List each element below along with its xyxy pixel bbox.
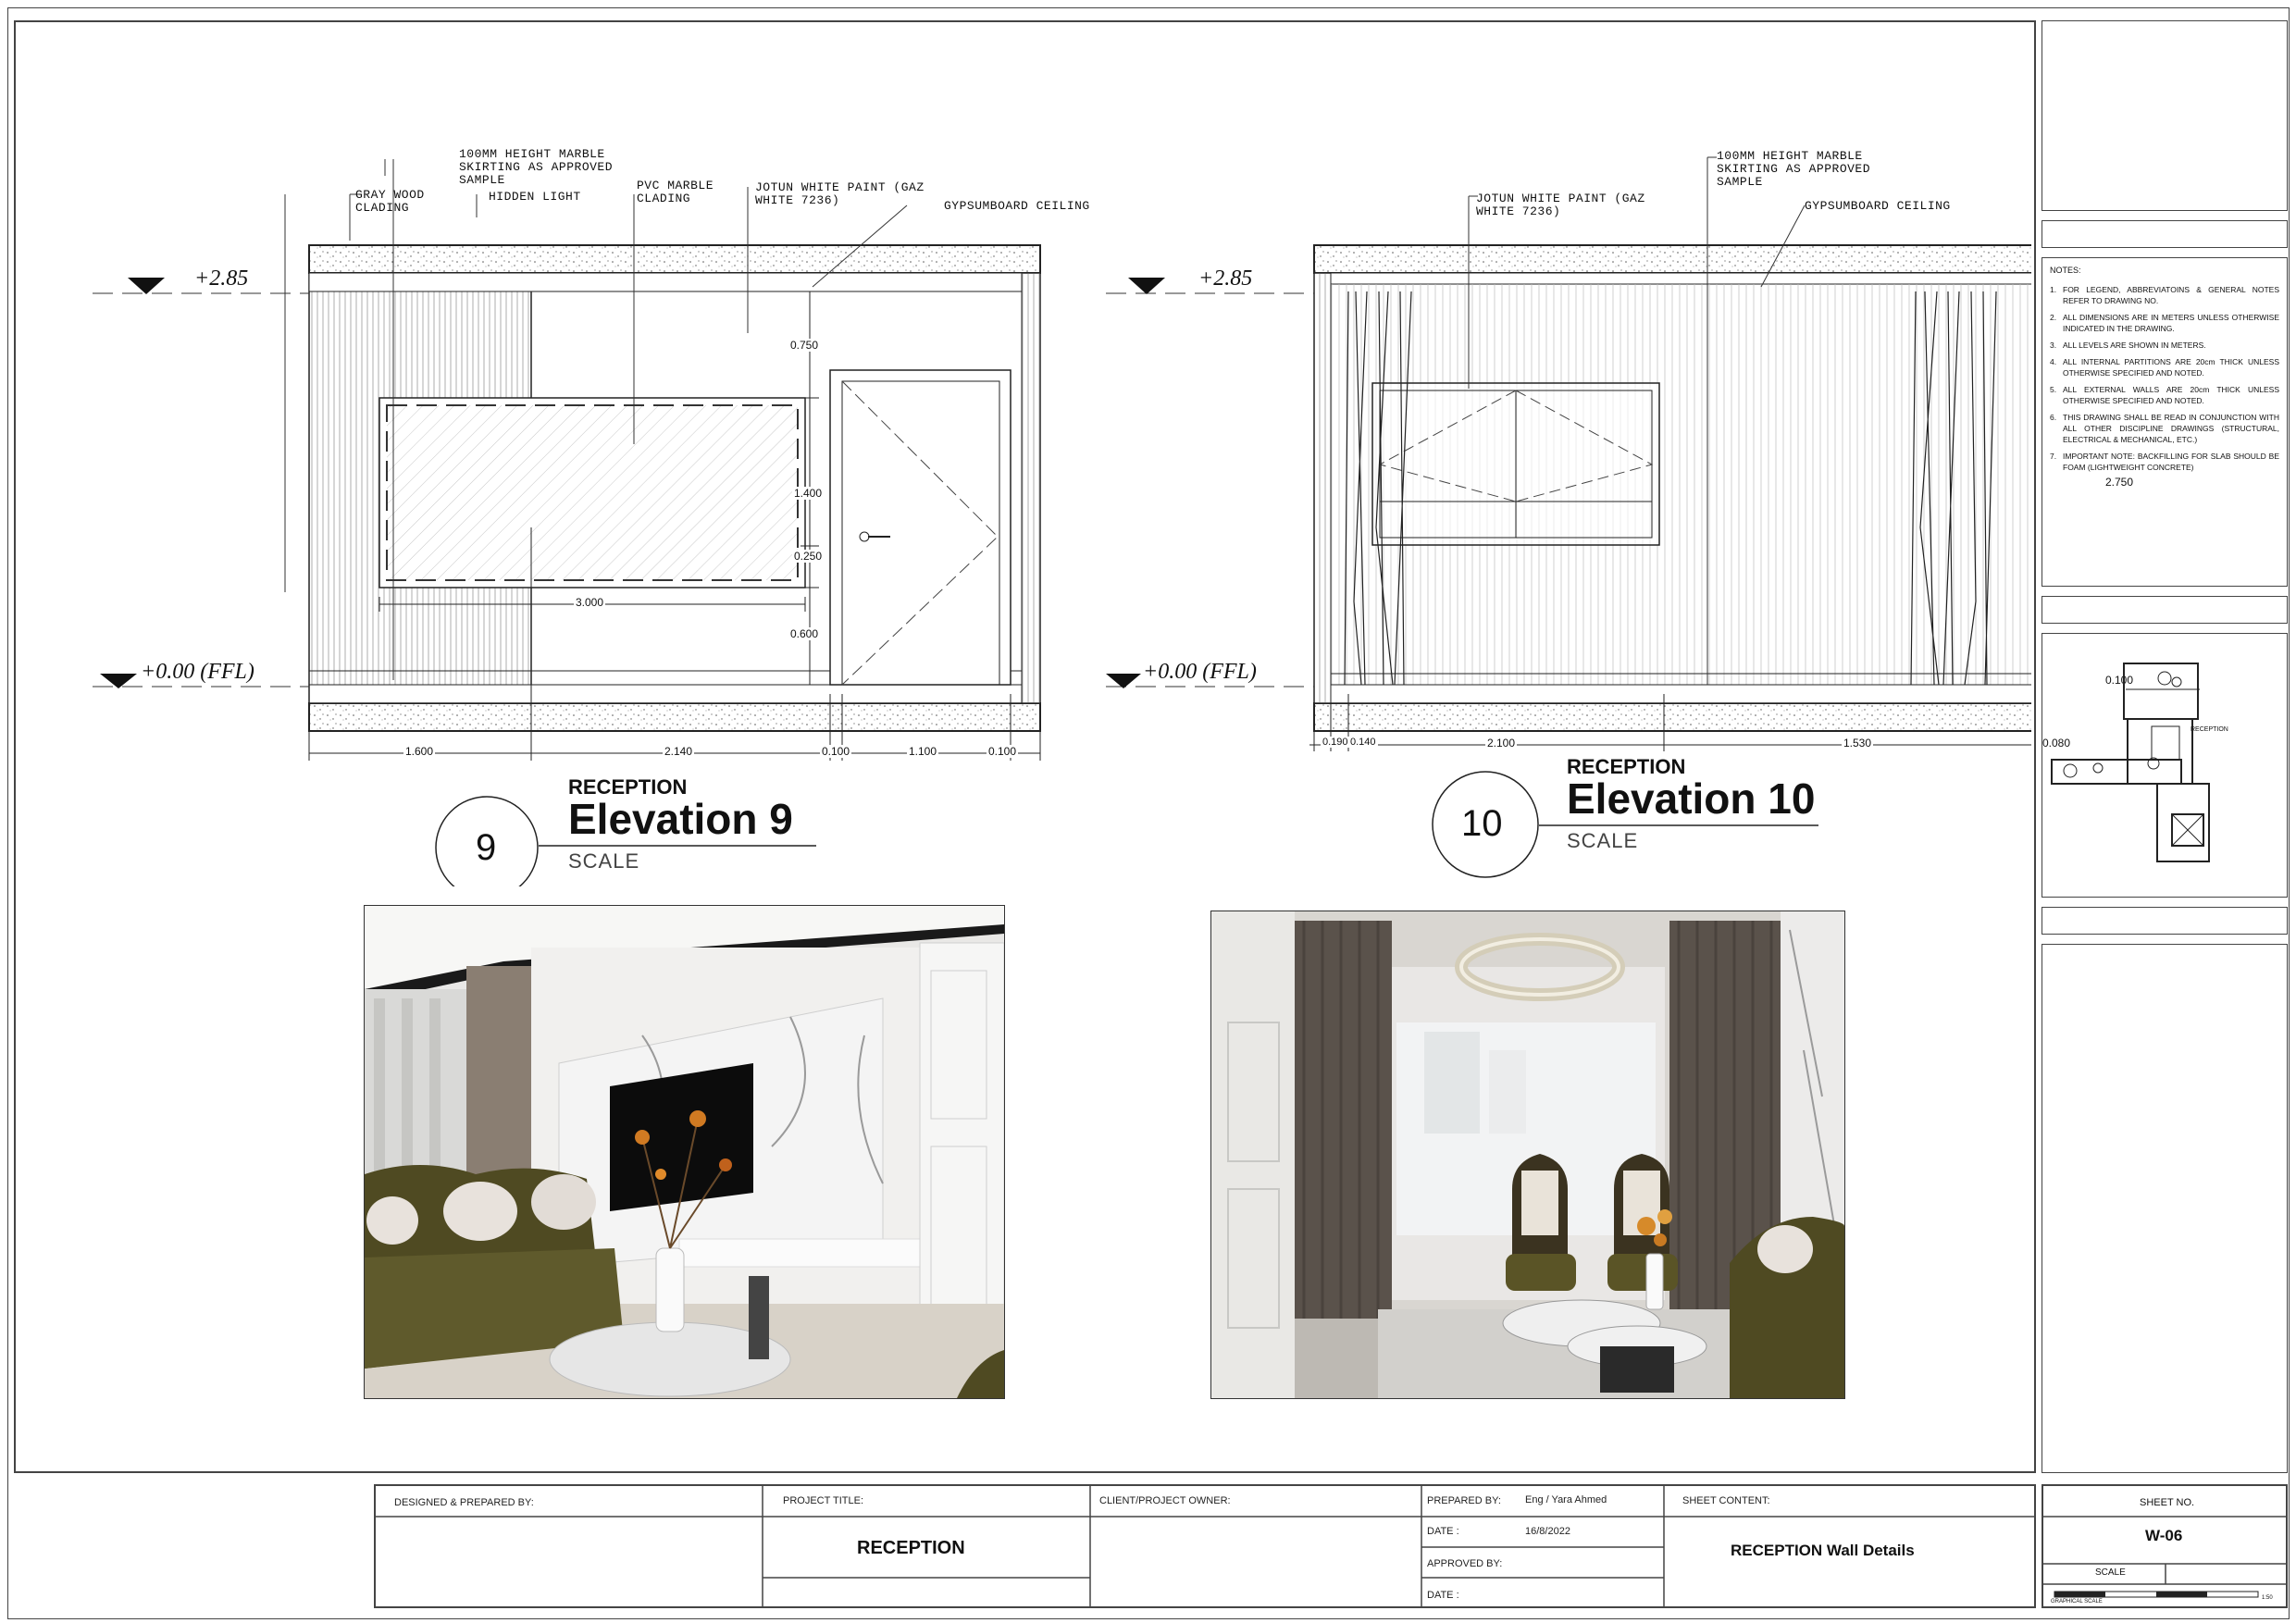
note-item: [2050, 412, 2279, 445]
note-text: FOR LEGEND, ABBREVIATOINS & GENERAL NOTES REFER TO DRAWING NO.: [2063, 285, 2279, 305]
dim-bottom-2140: 2.140: [664, 745, 693, 758]
elevation-9-scale: SCALE: [568, 849, 640, 873]
sidebar-blank-top: [2042, 20, 2288, 211]
note-item: [2050, 340, 2279, 351]
elevation-9-title: Elevation 9: [568, 795, 793, 843]
dim-2750: 2.750: [2105, 476, 2134, 489]
dim-bottom-1600: 1.600: [405, 745, 434, 758]
dim-bottom-0190: 0.190: [1322, 737, 1348, 748]
prepared-by-value: Eng / Yara Ahmed: [1525, 1494, 1607, 1505]
elevation-10-level-top: +2.85: [1198, 266, 1253, 291]
note-text: ALL DIMENSIONS ARE IN METERS UNLESS OTHERWISE INDICATED IN THE DRAWING.: [2063, 313, 2279, 333]
dim-bottom-2100: 2.100: [1487, 737, 1516, 750]
note-number: 4.: [2050, 357, 2057, 366]
note-text: THIS DRAWING SHALL BE READ IN CONJUNCTION WITH ALL OTHER DISCIPLINE DRAWINGS (STRUCTURAL, ELECTRICAL & MECHANICAL, ETC.): [2063, 413, 2279, 444]
elevation-9-level-top: +2.85: [194, 266, 249, 291]
note-item: [2050, 356, 2279, 378]
dim-bottom-0100b: 0.100: [988, 745, 1017, 758]
sidebar-blank-bottom: [2042, 944, 2288, 1473]
project-title: RECEPTION: [857, 1538, 965, 1558]
dim-0600: 0.600: [790, 627, 819, 640]
note-number: 5.: [2050, 385, 2057, 394]
sidebar-blank-strip-3: [2042, 907, 2288, 935]
note-number: 1.: [2050, 285, 2057, 294]
dim-0750: 0.750: [790, 339, 819, 352]
note-item: [2050, 451, 2279, 473]
date-value: 16/8/2022: [1525, 1526, 1570, 1537]
annotation-gray-wood-cladding: GRAY WOOD CLADING: [355, 188, 425, 215]
note-item: [2050, 384, 2279, 406]
sidebar-blank-strip-2: [2042, 596, 2288, 624]
elevation-9-title-block: [435, 775, 833, 886]
key-plan-label: RECEPTION: [2191, 726, 2228, 733]
annotation-jotun-white-paint: JOTUN WHITE PAINT (GAZ WHITE 7236): [755, 180, 925, 207]
annotation-gypsum-ceiling: GYPSUMBOARD CEILING: [944, 199, 1090, 213]
dim-bottom-0100a: 0.100: [822, 745, 850, 758]
dim-0250: 0.250: [794, 550, 823, 563]
sidebar-blank-strip-1: [2042, 220, 2288, 248]
sheet-content: RECEPTION Wall Details: [1731, 1542, 1915, 1559]
note-item: [2050, 284, 2279, 306]
notes-panel: [2042, 257, 2288, 587]
note-text: IMPORTANT NOTE: BACKFILLING FOR SLAB SHOULD BE FOAM (LIGHTWEIGHT CONCRETE): [2063, 452, 2279, 472]
render-elevation-10: [1210, 911, 1845, 1399]
elevation-10-level-bottom: +0.00 (FFL): [1143, 660, 1257, 684]
prepared-by-label: PREPARED BY:: [1427, 1495, 1501, 1506]
notes-title: NOTES:: [2050, 266, 2081, 275]
sheet-no-label: SHEET NO.: [2140, 1497, 2195, 1508]
project-title-label: PROJECT TITLE:: [783, 1495, 864, 1506]
graphical-scale-label: GRAPHICAL SCALE: [2051, 1599, 2103, 1604]
elevation-9-heading: RECEPTION: [568, 775, 688, 799]
elevation-9-level-bottom: +0.00 (FFL): [141, 660, 254, 684]
dim-0100-right: 0.100: [2105, 674, 2134, 687]
sheet-no: W-06: [2145, 1527, 2183, 1544]
key-plan-panel: [2042, 633, 2288, 898]
notes-list: [2050, 284, 2279, 473]
annotation-jotun-white-paint-10: JOTUN WHITE PAINT (GAZ WHITE 7236): [1476, 192, 1645, 218]
annotation-hidden-light: HIDDEN LIGHT: [489, 190, 581, 204]
note-text: ALL EXTERNAL WALLS ARE 20cm THICK UNLESS OTHERWISE SPECIFIED AND NOTED.: [2063, 385, 2279, 405]
scale-ratio: 1:50: [2262, 1595, 2273, 1601]
dim-bottom-1530: 1.530: [1843, 737, 1872, 750]
annotation-marble-skirting: 100MM HEIGHT MARBLE SKIRTING AS APPROVED SAMPLE: [459, 147, 614, 187]
render-elevation-9: [364, 905, 1005, 1399]
client-label: CLIENT/PROJECT OWNER:: [1099, 1495, 1231, 1506]
note-text: ALL LEVELS ARE SHOWN IN METERS.: [2063, 341, 2206, 350]
elevation-10-scale: SCALE: [1567, 829, 1639, 852]
note-number: 3.: [2050, 341, 2057, 350]
date2-label: DATE :: [1427, 1590, 1459, 1601]
designed-by-label: DESIGNED & PREPARED BY:: [394, 1497, 534, 1508]
annotation-marble-skirting-10: 100MM HEIGHT MARBLE SKIRTING AS APPROVED SAMPLE: [1717, 149, 1871, 189]
elevation-9-number: 9: [476, 827, 497, 868]
note-number: 2.: [2050, 313, 2057, 322]
note-number: 7.: [2050, 452, 2057, 461]
approved-by-label: APPROVED BY:: [1427, 1558, 1503, 1569]
annotation-gypsum-ceiling-10: GYPSUMBOARD CEILING: [1805, 199, 1951, 213]
dim-bottom-0080: 0.080: [2042, 737, 2071, 750]
title-block: [374, 1484, 2036, 1608]
elevation-10-title-block: [1430, 755, 1837, 885]
annotation-pvc-marble-cladding: PVC MARBLE CLADING: [637, 179, 714, 205]
dim-bottom-0140: 0.140: [1350, 737, 1376, 748]
date-label: DATE :: [1427, 1526, 1459, 1537]
note-number: 6.: [2050, 413, 2057, 422]
sheet-no-block: [2042, 1484, 2288, 1608]
dim-3000: 3.000: [576, 596, 604, 609]
sheet-content-label: SHEET CONTENT:: [1682, 1495, 1770, 1506]
note-item: [2050, 312, 2279, 334]
elevation-10-title: Elevation 10: [1567, 774, 1816, 823]
elevation-10-number: 10: [1461, 803, 1503, 844]
dim-bottom-1100: 1.100: [909, 745, 937, 758]
elevation-9-drawing: [93, 139, 1111, 768]
note-text: ALL INTERNAL PARTITIONS ARE 20cm THICK UNLESS OTHERWISE SPECIFIED AND NOTED.: [2063, 357, 2279, 378]
dim-1400: 1.400: [794, 487, 823, 500]
scale-label: SCALE: [2095, 1567, 2126, 1578]
elevation-10-heading: RECEPTION: [1567, 755, 1686, 778]
